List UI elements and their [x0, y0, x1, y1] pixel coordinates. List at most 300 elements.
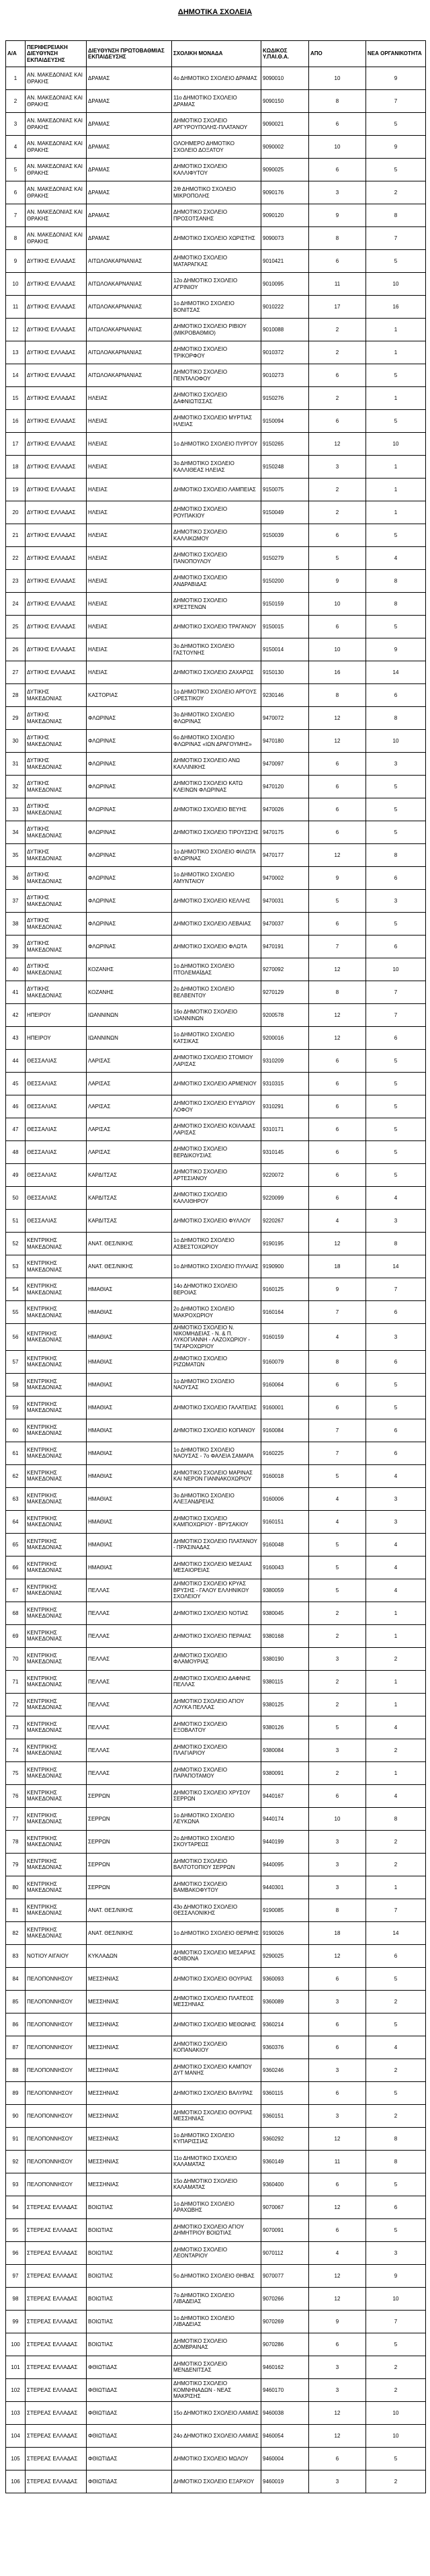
cell-code: 9380126 [261, 1716, 309, 1739]
cell-directorate: ΦΛΩΡΙΝΑΣ [87, 867, 172, 890]
cell-aa: 46 [6, 1095, 26, 1118]
cell-school: ΔΗΜΟΤΙΚΟ ΣΧΟΛΕΙΟ ΜΕΘΩΝΗΣ [172, 2013, 261, 2036]
cell-code: 9090002 [261, 136, 309, 159]
cell-region: ΔΥΤΙΚΗΣ ΜΑΚΕΔΟΝΙΑΣ [26, 798, 87, 821]
cell-aa: 97 [6, 2264, 26, 2287]
table-row [6, 1442, 426, 1464]
cell-aa: 47 [6, 1118, 26, 1141]
cell-nea: 1 [366, 1876, 426, 1899]
cell-code: 9160006 [261, 1487, 309, 1510]
cell-region: ΘΕΣΣΑΛΙΑΣ [26, 1095, 87, 1118]
cell-region: ΘΕΣΣΑΛΙΑΣ [26, 1141, 87, 1164]
cell-aa: 104 [6, 2424, 26, 2447]
cell-directorate: ΦΘΙΩΤΙΔΑΣ [87, 2470, 172, 2493]
cell-directorate: ΗΛΕΙΑΣ [87, 479, 172, 501]
cell-code: 9360292 [261, 2127, 309, 2150]
cell-region: ΔΥΤΙΚΗΣ ΜΑΚΕΔΟΝΙΑΣ [26, 958, 87, 981]
cell-code: 9310315 [261, 1073, 309, 1095]
cell-apo: 6 [309, 2173, 366, 2196]
cell-region: ΔΥΤΙΚΗΣ ΕΛΛΑΔΑΣ [26, 273, 87, 296]
table-row [6, 227, 426, 250]
cell-apo: 12 [309, 844, 366, 867]
cell-directorate: ΑΙΤΩΛΟΑΚΑΡΝΑΝΙΑΣ [87, 319, 172, 341]
cell-school: ΔΗΜΟΤΙΚΟ ΣΧΟΛΕΙΟ ΒΑΜΒΑΚΟΦΥΤΟΥ [172, 1876, 261, 1899]
cell-apo: 2 [309, 1602, 366, 1624]
cell-directorate: ΦΛΩΡΙΝΑΣ [87, 707, 172, 730]
table-row [6, 2333, 426, 2356]
cell-directorate: ΑΙΤΩΛΟΑΚΑΡΝΑΝΙΑΣ [87, 341, 172, 364]
cell-aa: 75 [6, 1761, 26, 1784]
cell-aa: 103 [6, 2401, 26, 2424]
cell-apo: 3 [309, 1853, 366, 1876]
cell-aa: 28 [6, 684, 26, 707]
cell-school: ΔΗΜΟΤΙΚΟ ΣΧΟΛΕΙΟ ΚΑΛΛΙΦΥΤΟΥ [172, 159, 261, 181]
cell-code: 9380091 [261, 1761, 309, 1784]
cell-directorate: ΒΟΙΩΤΙΑΣ [87, 2218, 172, 2241]
cell-school: ΔΗΜΟΤΙΚΟ ΣΧΟΛΕΙΟ ΡΙΒΙΟΥ (ΜΙΚΡΟΒΑΘΜΙΟ) [172, 319, 261, 341]
cell-apo: 11 [309, 2150, 366, 2173]
cell-region: ΑΝ. ΜΑΚΕΔΟΝΙΑΣ ΚΑΙ ΘΡΑΚΗΣ [26, 113, 87, 136]
cell-directorate: ΔΡΑΜΑΣ [87, 204, 172, 227]
table-row [6, 2310, 426, 2333]
cell-aa: 99 [6, 2310, 26, 2333]
cell-region: ΠΕΛΟΠΟΝΝΗΣΟΥ [26, 1990, 87, 2013]
cell-aa: 59 [6, 1396, 26, 1419]
cell-directorate: ΜΕΣΣΗΝΙΑΣ [87, 1967, 172, 1990]
table-row [6, 204, 426, 227]
cell-directorate: ΦΛΩΡΙΝΑΣ [87, 798, 172, 821]
cell-apo: 7 [309, 1301, 366, 1324]
cell-code: 9160125 [261, 1278, 309, 1301]
cell-school: ΔΗΜΟΤΙΚΟ ΣΧΟΛΕΙΟ ΚΟΠΑΝΑΚΙΟΥ [172, 2036, 261, 2059]
cell-directorate: ΜΕΣΣΗΝΙΑΣ [87, 1990, 172, 2013]
cell-directorate: ΙΩΑΝΝΙΝΩΝ [87, 1004, 172, 1027]
cell-aa: 24 [6, 593, 26, 616]
cell-aa: 92 [6, 2150, 26, 2173]
cell-region: ΣΤΕΡΕΑΣ ΕΛΛΑΔΑΣ [26, 2264, 87, 2287]
cell-directorate: ΦΛΩΡΙΝΑΣ [87, 753, 172, 776]
cell-apo: 6 [309, 250, 366, 273]
cell-directorate: ΗΜΑΘΙΑΣ [87, 1442, 172, 1464]
cell-apo: 3 [309, 2059, 366, 2081]
cell-directorate: ΒΟΙΩΤΙΑΣ [87, 2264, 172, 2287]
cell-region: ΣΤΕΡΕΑΣ ΕΛΛΑΔΑΣ [26, 2241, 87, 2264]
cell-nea: 1 [366, 1624, 426, 1647]
cell-aa: 106 [6, 2470, 26, 2493]
cell-directorate: ΗΛΕΙΑΣ [87, 570, 172, 593]
cell-region: ΔΥΤΙΚΗΣ ΜΑΚΕΔΟΝΙΑΣ [26, 707, 87, 730]
cell-school: ΔΗΜΟΤΙΚΟ ΣΧΟΛΕΙΟ ΚΟΜΝΗΝΑΔΩΝ - ΝΕΑΣ ΜΑΚΡΙΣΗΣ [172, 2378, 261, 2401]
cell-school: ΔΗΜΟΤΙΚΟ ΣΧΟΛΕΙΟ ΒΕΡΔΙΚΟΥΣΙΑΣ [172, 1141, 261, 1164]
table-row [6, 1324, 426, 1351]
cell-school: 1ο ΔΗΜΟΤΙΚΟ ΣΧΟΛΕΙΟ ΑΡΑΧΩΒΗΣ [172, 2196, 261, 2218]
cell-apo: 3 [309, 181, 366, 204]
cell-region: ΔΥΤΙΚΗΣ ΜΑΚΕΔΟΝΙΑΣ [26, 730, 87, 753]
cell-aa: 74 [6, 1739, 26, 1761]
table-row [6, 2013, 426, 2036]
cell-apo: 12 [309, 1004, 366, 1027]
cell-aa: 62 [6, 1464, 26, 1487]
cell-code: 9160018 [261, 1464, 309, 1487]
cell-aa: 29 [6, 707, 26, 730]
table-row [6, 1141, 426, 1164]
cell-apo: 8 [309, 227, 366, 250]
cell-aa: 43 [6, 1027, 26, 1050]
table-row [6, 890, 426, 913]
table-row [6, 319, 426, 341]
cell-apo: 2 [309, 1761, 366, 1784]
cell-apo: 6 [309, 2447, 366, 2470]
cell-nea: 4 [366, 547, 426, 570]
cell-region: ΚΕΝΤΡΙΚΗΣ ΜΑΚΕΔΟΝΙΑΣ [26, 1533, 87, 1556]
cell-directorate: ΒΟΙΩΤΙΑΣ [87, 2310, 172, 2333]
cell-school: 3ο ΔΗΜΟΤΙΚΟ ΣΧΟΛΕΙΟ ΦΛΩΡΙΝΑΣ [172, 707, 261, 730]
cell-code: 9150015 [261, 616, 309, 638]
cell-region: ΣΤΕΡΕΑΣ ΕΛΛΑΔΑΣ [26, 2218, 87, 2241]
cell-nea: 5 [366, 2218, 426, 2241]
cell-region: ΘΕΣΣΑΛΙΑΣ [26, 1050, 87, 1073]
cell-directorate: ΑΝΑΤ. ΘΕΣ/ΝΙΚΗΣ [87, 1233, 172, 1255]
cell-region: ΔΥΤΙΚΗΣ ΕΛΛΑΔΑΣ [26, 616, 87, 638]
cell-code: 9460019 [261, 2470, 309, 2493]
cell-aa: 49 [6, 1164, 26, 1187]
cell-nea: 1 [366, 341, 426, 364]
cell-apo: 8 [309, 981, 366, 1004]
cell-aa: 90 [6, 2104, 26, 2127]
cell-code: 9440199 [261, 1830, 309, 1853]
cell-region: ΔΥΤΙΚΗΣ ΕΛΛΑΔΑΣ [26, 387, 87, 410]
cell-code: 9380190 [261, 1647, 309, 1670]
cell-school: 2ο ΔΗΜΟΤΙΚΟ ΣΧΟΛΕΙΟ ΜΑΚΡΟΧΩΡΙΟΥ [172, 1301, 261, 1324]
cell-directorate: ΜΕΣΣΗΝΙΑΣ [87, 2059, 172, 2081]
cell-directorate: ΗΜΑΘΙΑΣ [87, 1373, 172, 1396]
schools-table [5, 40, 426, 2493]
cell-code: 9440174 [261, 1807, 309, 1830]
cell-region: ΑΝ. ΜΑΚΕΔΟΝΙΑΣ ΚΑΙ ΘΡΑΚΗΣ [26, 181, 87, 204]
cell-region: ΚΕΝΤΡΙΚΗΣ ΜΑΚΕΔΟΝΙΑΣ [26, 1579, 87, 1602]
cell-school: ΔΗΜΟΤΙΚΟ ΣΧΟΛΕΙΟ ΜΩΛΟΥ [172, 2447, 261, 2470]
table-header-row [6, 41, 426, 67]
cell-region: ΚΕΝΤΡΙΚΗΣ ΜΑΚΕΔΟΝΙΑΣ [26, 1921, 87, 1944]
cell-directorate: ΔΡΑΜΑΣ [87, 67, 172, 90]
cell-apo: 4 [309, 2241, 366, 2264]
cell-region: ΔΥΤΙΚΗΣ ΜΑΚΕΔΟΝΙΑΣ [26, 844, 87, 867]
table-body [6, 67, 426, 2493]
cell-apo: 4 [309, 1487, 366, 1510]
cell-code: 9010088 [261, 319, 309, 341]
cell-nea: 8 [366, 844, 426, 867]
cell-apo: 16 [309, 661, 366, 684]
table-row [6, 913, 426, 936]
cell-directorate: ΑΝΑΤ. ΘΕΣ/ΝΙΚΗΣ [87, 1899, 172, 1921]
cell-code: 9190026 [261, 1921, 309, 1944]
cell-apo: 10 [309, 638, 366, 661]
cell-directorate: ΛΑΡΙΣΑΣ [87, 1050, 172, 1073]
cell-aa: 67 [6, 1579, 26, 1602]
cell-nea: 6 [366, 1442, 426, 1464]
cell-code: 9470191 [261, 936, 309, 958]
table-row [6, 1899, 426, 1921]
cell-code: 9090176 [261, 181, 309, 204]
cell-directorate: ΣΕΡΡΩΝ [87, 1807, 172, 1830]
cell-directorate: ΚΟΖΑΝΗΣ [87, 958, 172, 981]
cell-apo: 6 [309, 821, 366, 844]
cell-school: ΔΗΜΟΤΙΚΟ ΣΧΟΛΕΙΟ ΡΟΥΠΑΚΙΟΥ [172, 501, 261, 524]
cell-nea: 1 [366, 456, 426, 479]
cell-nea: 6 [366, 684, 426, 707]
cell-apo: 7 [309, 936, 366, 958]
cell-code: 9070112 [261, 2241, 309, 2264]
cell-nea: 3 [366, 1510, 426, 1533]
cell-aa: 10 [6, 273, 26, 296]
cell-aa: 66 [6, 1556, 26, 1579]
cell-apo: 8 [309, 90, 366, 113]
table-row [6, 2401, 426, 2424]
cell-aa: 6 [6, 181, 26, 204]
cell-nea: 1 [366, 1670, 426, 1693]
cell-apo: 6 [309, 410, 366, 433]
cell-apo: 6 [309, 113, 366, 136]
cell-region: ΣΤΕΡΕΑΣ ΕΛΛΑΔΑΣ [26, 2378, 87, 2401]
cell-code: 9010372 [261, 341, 309, 364]
cell-aa: 35 [6, 844, 26, 867]
cell-school: 24ο ΔΗΜΟΤΙΚΟ ΣΧΟΛΕΙΟ ΛΑΜΙΑΣ [172, 2424, 261, 2447]
cell-nea: 1 [366, 1602, 426, 1624]
cell-school: ΔΗΜΟΤΙΚΟ ΣΧΟΛΕΙΟ ΑΓΙΟΥ ΔΗΜΗΤΡΙΟΥ ΒΟΙΩΤΙΑΣ [172, 2218, 261, 2241]
header-directorate: ΔΙΕΥΘΥΝΣΗ ΠΡΩΤΟΒΑΘΜΙΑΣ ΕΚΠΑΙΔΕΥΣΗΣ [87, 41, 172, 67]
cell-nea: 3 [366, 890, 426, 913]
cell-school: ΔΗΜΟΤΙΚΟ ΣΧΟΛΕΙΟ ΖΑΧΑΡΩΣ [172, 661, 261, 684]
cell-apo: 9 [309, 1278, 366, 1301]
cell-region: ΔΥΤΙΚΗΣ ΜΑΚΕΔΟΝΙΑΣ [26, 913, 87, 936]
cell-code: 9290025 [261, 1944, 309, 1967]
cell-directorate: ΠΕΛΛΑΣ [87, 1693, 172, 1716]
cell-code: 9070286 [261, 2333, 309, 2356]
cell-school: 1ο ΔΗΜΟΤΙΚΟ ΣΧΟΛΕΙΟ ΑΣΒΕΣΤΟΧΩΡΙΟΥ [172, 1233, 261, 1255]
cell-school: 1ο ΔΗΜΟΤΙΚΟ ΣΧΟΛΕΙΟ ΑΜΥΝΤΑΙΟΥ [172, 867, 261, 890]
cell-code: 9150279 [261, 547, 309, 570]
cell-directorate: ΠΕΛΛΑΣ [87, 1602, 172, 1624]
cell-nea: 5 [366, 159, 426, 181]
cell-region: ΔΥΤΙΚΗΣ ΜΑΚΕΔΟΝΙΑΣ [26, 776, 87, 798]
cell-code: 9010273 [261, 364, 309, 387]
cell-aa: 11 [6, 296, 26, 319]
cell-school: ΔΗΜΟΤΙΚΟ ΣΧΟΛΕΙΟ ΚΑΛΛΙΚΩΜΟΥ [172, 524, 261, 547]
cell-nea: 5 [366, 2333, 426, 2356]
cell-nea: 8 [366, 707, 426, 730]
cell-apo: 6 [309, 2218, 366, 2241]
cell-apo: 6 [309, 159, 366, 181]
cell-region: ΑΝ. ΜΑΚΕΔΟΝΙΑΣ ΚΑΙ ΘΡΑΚΗΣ [26, 90, 87, 113]
cell-code: 9200016 [261, 1027, 309, 1050]
cell-apo: 6 [309, 1073, 366, 1095]
cell-code: 9160159 [261, 1324, 309, 1351]
cell-nea: 8 [366, 570, 426, 593]
cell-code: 9360400 [261, 2173, 309, 2196]
cell-nea: 5 [366, 113, 426, 136]
header-code: ΚΩΔΙΚΟΣ Υ.ΠΑΙ.Θ.Α. [261, 41, 309, 67]
cell-directorate: ΗΛΕΙΑΣ [87, 524, 172, 547]
cell-directorate: ΒΟΙΩΤΙΑΣ [87, 2196, 172, 2218]
cell-code: 9150094 [261, 410, 309, 433]
cell-code: 9460038 [261, 2401, 309, 2424]
cell-nea: 7 [366, 1278, 426, 1301]
cell-directorate: ΑΝΑΤ. ΘΕΣ/ΝΙΚΗΣ [87, 1255, 172, 1278]
cell-code: 9160225 [261, 1442, 309, 1464]
cell-aa: 50 [6, 1187, 26, 1210]
cell-region: ΠΕΛΟΠΟΝΝΗΣΟΥ [26, 2013, 87, 2036]
cell-directorate: ΔΡΑΜΑΣ [87, 113, 172, 136]
cell-nea: 5 [366, 2173, 426, 2196]
cell-directorate: ΗΜΑΘΙΑΣ [87, 1419, 172, 1442]
cell-code: 9010421 [261, 250, 309, 273]
cell-code: 9360115 [261, 2081, 309, 2104]
table-row [6, 1761, 426, 1784]
table-row [6, 67, 426, 90]
table-row [6, 1419, 426, 1442]
cell-code: 9150276 [261, 387, 309, 410]
cell-nea: 5 [366, 364, 426, 387]
header-aa: Α/Α [6, 41, 26, 67]
table-row [6, 1830, 426, 1853]
table-row [6, 1027, 426, 1050]
cell-code: 9150200 [261, 570, 309, 593]
cell-nea: 5 [366, 410, 426, 433]
cell-directorate: ΚΟΖΑΝΗΣ [87, 981, 172, 1004]
table-row [6, 2127, 426, 2150]
table-row [6, 2150, 426, 2173]
cell-nea: 5 [366, 1373, 426, 1396]
cell-nea: 5 [366, 1164, 426, 1187]
cell-aa: 36 [6, 867, 26, 890]
cell-directorate: ΜΕΣΣΗΝΙΑΣ [87, 2036, 172, 2059]
cell-apo: 9 [309, 570, 366, 593]
cell-school: ΔΗΜΟΤΙΚΟ ΣΧΟΛΕΙΟ ΠΕΝΤΑΛΟΦΟΥ [172, 364, 261, 387]
cell-aa: 20 [6, 501, 26, 524]
cell-directorate: ΠΕΛΛΑΣ [87, 1716, 172, 1739]
cell-code: 9470037 [261, 913, 309, 936]
cell-nea: 2 [366, 1647, 426, 1670]
table-row [6, 90, 426, 113]
cell-region: ΑΝ. ΜΑΚΕΔΟΝΙΑΣ ΚΑΙ ΘΡΑΚΗΣ [26, 204, 87, 227]
cell-school: 14ο ΔΗΜΟΤΙΚΟ ΣΧΟΛΕΙΟ ΒΕΡΟΙΑΣ [172, 1278, 261, 1301]
cell-apo: 12 [309, 707, 366, 730]
cell-nea: 5 [366, 798, 426, 821]
cell-region: ΔΥΤΙΚΗΣ ΕΛΛΑΔΑΣ [26, 364, 87, 387]
cell-school: ΔΗΜΟΤΙΚΟ ΣΧΟΛΕΙΟ ΑΡΓΥΡΟΥΠΟΛΗΣ-ΠΛΑΤΑΝΟΥ [172, 113, 261, 136]
cell-code: 9310209 [261, 1050, 309, 1073]
table-row [6, 1396, 426, 1419]
cell-apo: 6 [309, 1164, 366, 1187]
cell-apo: 5 [309, 890, 366, 913]
cell-school: ΔΗΜΟΤΙΚΟ ΣΧΟΛΕΙΟ ΚΑΜΠΟΥ ΔΥΤ ΜΑΝΗΣ [172, 2059, 261, 2081]
cell-directorate: ΛΑΡΙΣΑΣ [87, 1141, 172, 1164]
table-row [6, 661, 426, 684]
cell-school: ΔΗΜΟΤΙΚΟ ΣΧΟΛΕΙΟ ΠΛΑΤΑΝΟΥ - ΠΡΑΣΙΝΑΔΑΣ [172, 1533, 261, 1556]
cell-code: 9070077 [261, 2264, 309, 2287]
table-row [6, 1853, 426, 1876]
cell-nea: 6 [366, 1944, 426, 1967]
cell-directorate: ΣΕΡΡΩΝ [87, 1853, 172, 1876]
cell-directorate: ΦΛΩΡΙΝΑΣ [87, 776, 172, 798]
cell-region: ΚΕΝΤΡΙΚΗΣ ΜΑΚΕΔΟΝΙΑΣ [26, 1647, 87, 1670]
cell-nea: 5 [366, 1095, 426, 1118]
cell-region: ΘΕΣΣΑΛΙΑΣ [26, 1210, 87, 1233]
table-row [6, 1350, 426, 1373]
cell-school: 5ο ΔΗΜΟΤΙΚΟ ΣΧΟΛΕΙΟ ΘΗΒΑΣ [172, 2264, 261, 2287]
cell-nea: 5 [366, 616, 426, 638]
cell-code: 9470002 [261, 867, 309, 890]
cell-directorate: ΗΛΕΙΑΣ [87, 661, 172, 684]
cell-code: 9200578 [261, 1004, 309, 1027]
cell-aa: 55 [6, 1301, 26, 1324]
cell-directorate: ΦΘΙΩΤΙΔΑΣ [87, 2356, 172, 2378]
cell-directorate: ΛΑΡΙΣΑΣ [87, 1095, 172, 1118]
cell-apo: 3 [309, 2104, 366, 2127]
cell-code: 9010222 [261, 296, 309, 319]
cell-region: ΚΕΝΤΡΙΚΗΣ ΜΑΚΕΔΟΝΙΑΣ [26, 1807, 87, 1830]
cell-aa: 45 [6, 1073, 26, 1095]
cell-region: ΔΥΤΙΚΗΣ ΜΑΚΕΔΟΝΙΑΣ [26, 981, 87, 1004]
cell-apo: 6 [309, 1095, 366, 1118]
cell-apo: 18 [309, 1255, 366, 1278]
cell-region: ΠΕΛΟΠΟΝΝΗΣΟΥ [26, 1967, 87, 1990]
cell-school: ΔΗΜΟΤΙΚΟ ΣΧΟΛΕΙΟ ΘΟΥΡΙΑΣ ΜΕΣΣΗΝΙΑΣ [172, 2104, 261, 2127]
cell-school: ΔΗΜΟΤΙΚΟ ΣΧΟΛΕΙΟ ΒΕΥΗΣ [172, 798, 261, 821]
cell-school: 1ο ΔΗΜΟΤΙΚΟ ΣΧΟΛΕΙΟ ΠΤΟΛΕΜΑΪΔΑΣ [172, 958, 261, 981]
cell-apo: 12 [309, 2196, 366, 2218]
table-row [6, 1487, 426, 1510]
cell-school: ΔΗΜΟΤΙΚΟ ΣΧΟΛΕΙΟ Ν. ΝΙΚΟΜΗΔΕΙΑΣ - Ν. & Π. ΛΥΚΟΓΙΑΝΝΗ - ΛΑΖΟΧΩΡΙΟΥ - ΤΑΓΑΡΟΧΩΡΙΟΥ [172, 1324, 261, 1351]
cell-nea: 4 [366, 1464, 426, 1487]
cell-code: 9470072 [261, 707, 309, 730]
cell-apo: 5 [309, 1716, 366, 1739]
cell-code: 9460004 [261, 2447, 309, 2470]
cell-directorate: ΗΜΑΘΙΑΣ [87, 1278, 172, 1301]
cell-aa: 69 [6, 1624, 26, 1647]
cell-nea: 14 [366, 1255, 426, 1278]
cell-aa: 17 [6, 433, 26, 456]
cell-directorate: ΦΘΙΩΤΙΔΑΣ [87, 2401, 172, 2424]
table-row [6, 2173, 426, 2196]
header-apo: ΑΠΟ [309, 41, 366, 67]
cell-school: ΔΗΜΟΤΙΚΟ ΣΧΟΛΕΙΟ ΔΟΜΒΡΑΙΝΑΣ [172, 2333, 261, 2356]
page-title: ΔΗΜΟΤΙΚΑ ΣΧΟΛΕΙΑ [177, 8, 253, 16]
cell-nea: 10 [366, 2287, 426, 2310]
cell-apo: 6 [309, 913, 366, 936]
cell-region: ΚΕΝΤΡΙΚΗΣ ΜΑΚΕΔΟΝΙΑΣ [26, 1670, 87, 1693]
table-row [6, 456, 426, 479]
table-row [6, 1967, 426, 1990]
cell-directorate: ΗΛΕΙΑΣ [87, 547, 172, 570]
cell-code: 9090021 [261, 113, 309, 136]
cell-nea: 4 [366, 1716, 426, 1739]
cell-nea: 2 [366, 1739, 426, 1761]
cell-region: ΚΕΝΤΡΙΚΗΣ ΜΑΚΕΔΟΝΙΑΣ [26, 1487, 87, 1510]
cell-school: ΔΗΜΟΤΙΚΟ ΣΧΟΛΕΙΟ ΚΟΙΛΑΔΑΣ ΛΑΡΙΣΑΣ [172, 1118, 261, 1141]
cell-code: 9150159 [261, 593, 309, 616]
cell-aa: 83 [6, 1944, 26, 1967]
table-row [6, 2470, 426, 2493]
cell-region: ΠΕΛΟΠΟΝΝΗΣΟΥ [26, 2150, 87, 2173]
cell-school: 3ο ΔΗΜΟΤΙΚΟ ΣΧΟΛΕΙΟ ΓΑΣΤΟΥΝΗΣ [172, 638, 261, 661]
cell-directorate: ΜΕΣΣΗΝΙΑΣ [87, 2081, 172, 2104]
table-row [6, 1556, 426, 1579]
cell-nea: 6 [366, 867, 426, 890]
cell-directorate: ΗΜΑΘΙΑΣ [87, 1350, 172, 1373]
cell-code: 9160048 [261, 1533, 309, 1556]
table-row [6, 524, 426, 547]
